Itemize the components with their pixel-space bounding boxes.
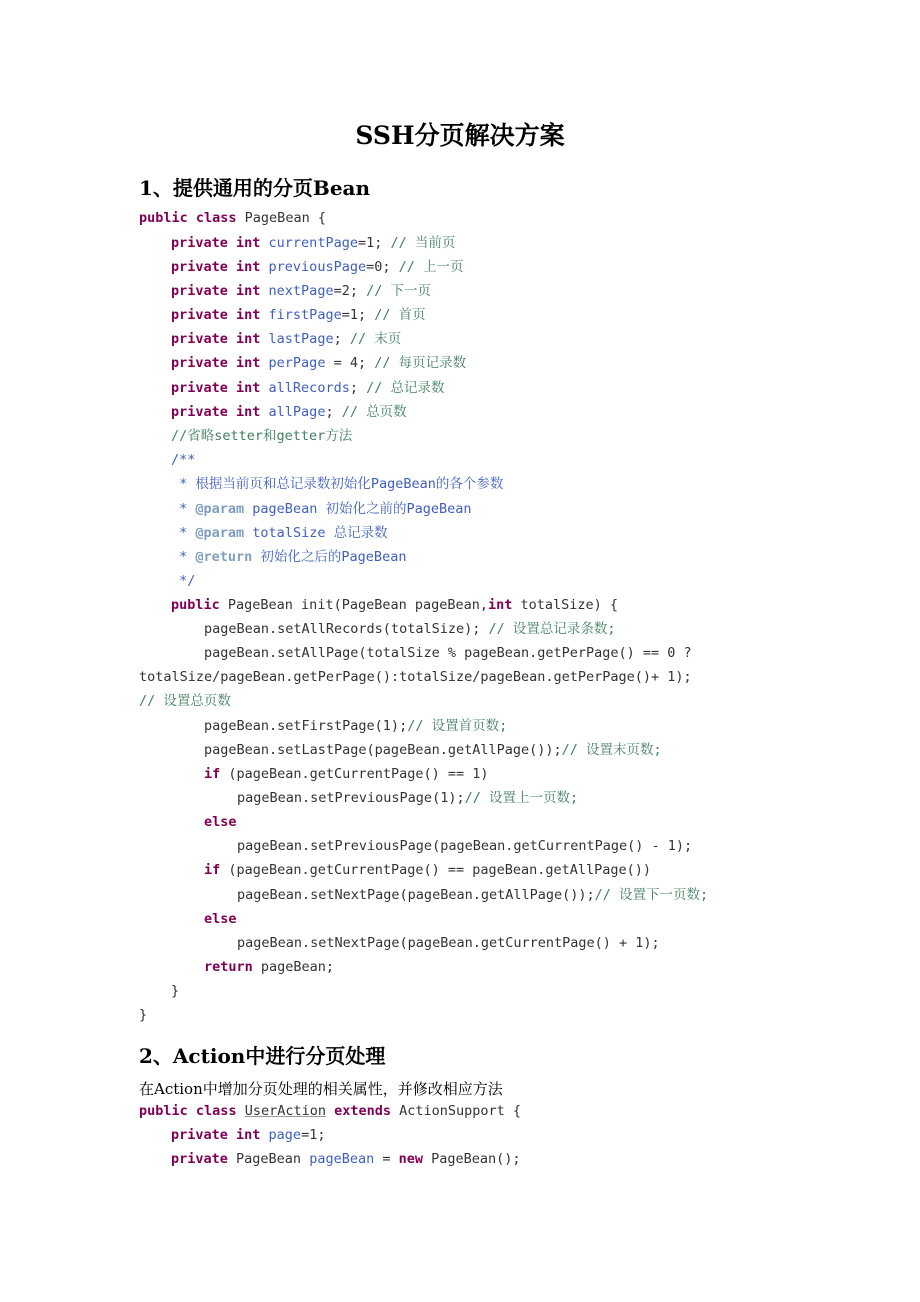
code-line: pageBean.setPreviousPage(1);// 设置上一页数;	[237, 790, 579, 806]
code-line: */	[171, 573, 196, 589]
code-line: //省略setter和getter方法	[171, 428, 353, 444]
code-line: totalSize/pageBean.getPerPage():totalSize/pageBean.getPerPage()+ 1);	[139, 669, 692, 685]
code-line: }	[171, 983, 180, 999]
code-line: pageBean.setNextPage(pageBean.getCurrentPage() + 1);	[237, 935, 660, 951]
code-line: private PageBean pageBean = new PageBean();	[171, 1151, 521, 1167]
code-line: public PageBean init(PageBean pageBean,int totalSize) {	[171, 597, 619, 613]
code-line: * @return 初始化之后的PageBean	[171, 549, 407, 565]
code-line: pageBean.setNextPage(pageBean.getAllPage());// 设置下一页数;	[237, 887, 709, 903]
code-line: else	[204, 814, 237, 830]
code-line: // 设置总页数	[139, 693, 231, 709]
section-1-heading: 1、提供通用的分页Bean	[139, 176, 371, 200]
code-line: else	[204, 911, 237, 927]
code-line: }	[139, 1007, 148, 1023]
code-line: private int previousPage=0; // 上一页	[171, 259, 464, 275]
code-line: return pageBean;	[204, 959, 335, 975]
code-line: /**	[171, 452, 196, 468]
code-line: if (pageBean.getCurrentPage() == pageBean.getAllPage())	[204, 862, 652, 878]
document-title: SSH分页解决方案	[355, 121, 565, 150]
code-line: public class UserAction extends ActionSupport {	[139, 1103, 522, 1119]
code-line: pageBean.setFirstPage(1);// 设置首页数;	[204, 718, 508, 734]
code-line: private int perPage = 4; // 每页记录数	[171, 355, 467, 371]
code-line: private int page=1;	[171, 1127, 326, 1143]
code-line: private int lastPage; // 末页	[171, 331, 402, 347]
code-line: pageBean.setAllPage(totalSize % pageBean.getPerPage() == 0 ?	[204, 645, 692, 661]
code-line: pageBean.setAllRecords(totalSize); // 设置总记录条数;	[204, 621, 616, 637]
code-line: private int currentPage=1; // 当前页	[171, 235, 456, 251]
code-line: private int allPage; // 总页数	[171, 404, 407, 420]
code-line: pageBean.setPreviousPage(pageBean.getCurrentPage() - 1);	[237, 838, 693, 854]
section-2-paragraph: 在Action中增加分页处理的相关属性，并修改相应方法	[139, 1080, 503, 1098]
code-line: pageBean.setLastPage(pageBean.getAllPage());// 设置末页数;	[204, 742, 662, 758]
code-line: public class PageBean {	[139, 210, 326, 226]
code-line: private int nextPage=2; // 下一页	[171, 283, 431, 299]
code-line: * @param pageBean 初始化之前的PageBean	[171, 501, 472, 517]
code-line: if (pageBean.getCurrentPage() == 1)	[204, 766, 489, 782]
code-line: private int firstPage=1; // 首页	[171, 307, 426, 323]
section-2-heading: 2、Action中进行分页处理	[139, 1044, 386, 1068]
code-line: private int allRecords; // 总记录数	[171, 380, 445, 396]
code-line: * 根据当前页和总记录数初始化PageBean的各个参数	[171, 476, 504, 492]
code-line: * @param totalSize 总记录数	[171, 525, 388, 541]
